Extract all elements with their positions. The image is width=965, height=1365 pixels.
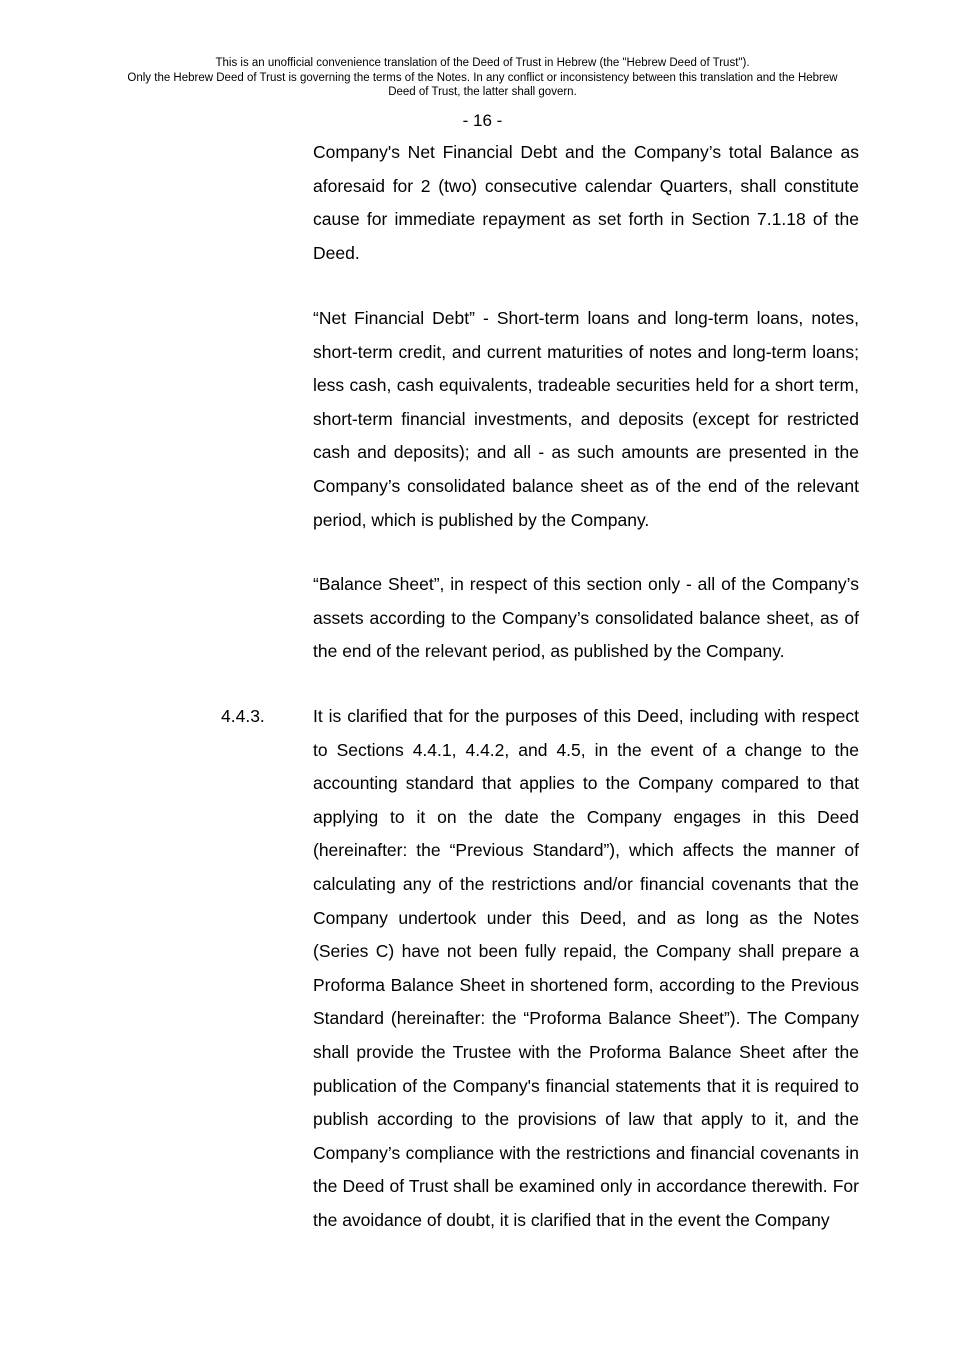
disclaimer-line-2: Only the Hebrew Deed of Trust is governing the terms of the Notes. In any conflict or inconsistency between this translation and the Hebrew [127,71,838,84]
disclaimer-line-3: Deed of Trust, the latter shall govern. [388,86,577,98]
translation-disclaimer [60,56,905,100]
section-number: 4.4.3. [221,706,265,726]
section-4-4-3-text: It is clarified that for the purposes of this Deed, including with respect to Sections 4.4.1, 4.4.2, and 4.5, in the event of a change to the accounting standard that applies to the Company compared to that applying to it on the date the Company engages in this Deed (hereinafter: the “Previous Standard”), which affects the manner of calculating any of the restrictions and/or financial covenants that the Company undertook under this Deed, and as long as the Notes (Series C) have not been fully repaid, the Company shall prepare a Proforma Balance Sheet in shortened form, according to the Previous Standard (hereinafter: the “Proforma Balance Sheet”). The Company shall provide the Trustee with the Proforma Balance Sheet after the publication of the Company's financial statements that it is required to publish according to the provisions of law that apply to it, and the Company’s compliance with the restrictions and financial covenants in the Deed of Trust shall be examined only in accordance therewith. For the avoidance of doubt, it is clarified that in the event the Company [313,706,859,1230]
paragraph-continuation: Company's Net Financial Debt and the Company’s total Balance as aforesaid for 2 (two) consecutive calendar Quarters, shall constitute cause for immediate repayment as set forth in Section 7.1.18 of the Deed. [313,142,859,263]
paragraph-balance-sheet-definition: “Balance Sheet”, in respect of this section only - all of the Company’s assets according to the Company’s consolidated balance sheet, as of the end of the relevant period, as published by the Company. [313,574,859,662]
disclaimer-line-1: This is an unofficial convenience translation of the Deed of Trust in Hebrew (the "Hebrew Deed of Trust"). [215,57,750,69]
page-number: - 16 - [462,111,503,130]
paragraph-net-financial-debt-definition: “Net Financial Debt” - Short-term loans and long-term loans, notes, short-term credit, and current maturities of notes and long-term loans; less cash, cash equivalents, tradeable securities held for a short term, short-term financial investments, and deposits (except for restricted cash and deposits); and all - as such amounts are presented in the Company’s consolidated balance sheet as of the end of the relevant period, which is published by the Company. [313,308,859,530]
